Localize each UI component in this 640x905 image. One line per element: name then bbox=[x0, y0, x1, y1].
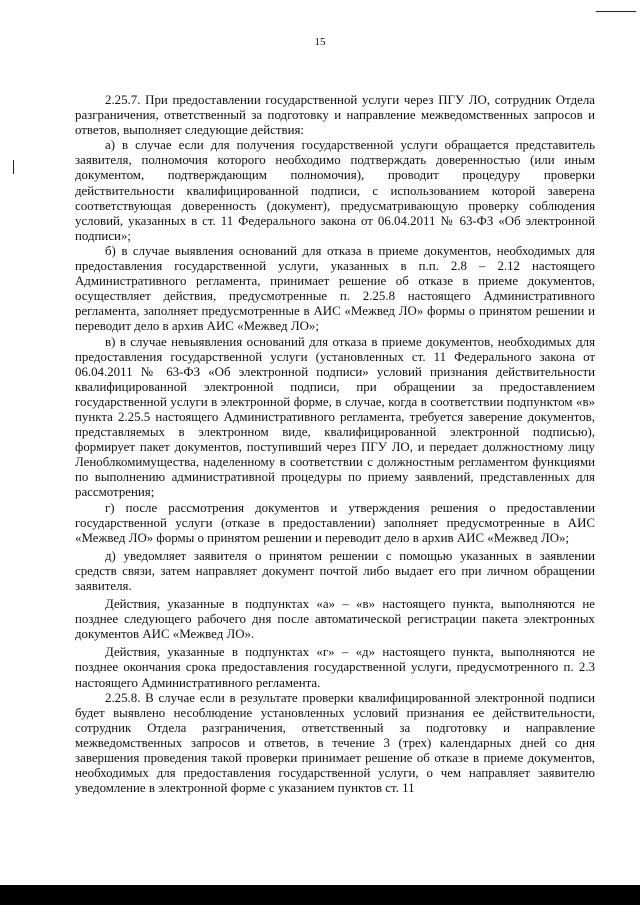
paragraph-item-b: б) в случае выявления оснований для отказа в приеме документов, необходимых для предоставления государственной услуги, указанных в п.п. 2.8 – 2.12 настоящего Административного регламента, принимает решение об отказе в приеме документов, осуществляет действия, предусмотренные п. 2.25.8 настоящего Административного регламента, заполняет предусмотренные в АИС «Межвед ЛО» формы о принятом решении и переводит дело в архив АИС «Межвед ЛО»; bbox=[75, 243, 595, 334]
paragraph-item-v: в) в случае невыявления оснований для отказа в приеме документов, необходимых для предоставления государственной услуги (установленных ст. 11 Федерального закона от 06.04.2011 № 63-ФЗ «Об электронной подписи» условий признания действительности квалифицированной электронной подписи, при обращении за предоставлением государственной услуги в электронной форме, в случае, когда в соответствии подпунктом «в» пункта 2.25.5 настоящего Административного регламента, требуется заверение документов, представляемых в электронном виде, квалифицированной электронной подписью), формирует пакет документов, поступивший через ПГУ ЛО, и передает должностному лицу Леноблкомимущества, наделенному в соответствии с должностным регламентом функциями по выполнению административной процедуры по приему заявлений, представленных для рассмотрения; bbox=[75, 334, 595, 500]
paragraph-item-g: г) после рассмотрения документов и утверждения решения о предоставлении государственной услуги (отказе в предоставлении) заполняет предусмотренные в АИС «Межвед ЛО» формы о принятом решении и переводит дело в архив АИС «Межвед ЛО»; bbox=[75, 500, 595, 545]
scan-mark-top-right bbox=[596, 11, 636, 12]
scan-mark-left-edge bbox=[13, 160, 14, 174]
paragraph-deadline-g-d: Действия, указанные в подпунктах «г» – «д» настоящего пункта, выполняются не позднее окончания срока предоставления государственной услуги, предусмотренного п. 2.3 настоящего Административного регламента. bbox=[75, 645, 595, 690]
paragraph-2-25-7: 2.25.7. При предоставлении государственной услуги через ПГУ ЛО, сотрудник Отдела разграничения, ответственный за подготовку и направление межведомственных запросов и ответов, выполняет следующие действия: bbox=[75, 93, 595, 138]
paragraph-deadline-a-v: Действия, указанные в подпунктах «а» – «в» настоящего пункта, выполняются не позднее следующего рабочего дня после автоматической регистрации пакета электронных документов АИС «Межвед ЛО». bbox=[75, 597, 595, 642]
document-body bbox=[75, 93, 595, 796]
scan-bottom-border bbox=[0, 885, 640, 905]
page-number: 15 bbox=[314, 36, 326, 48]
paragraph-2-25-8: 2.25.8. В случае если в результате проверки квалифицированной электронной подписи будет выявлено несоблюдение установленных условий признания ее действительности, сотрудник Отдела разграничения, ответственный за подготовку и направление межведомственных запросов и ответов, в течение 3 (трех) календарных дней со дня завершения проведения такой проверки принимает решение об отказе в приеме документов, необходимых для предоставления государственной услуги, о чем направляет заявителю уведомление в электронной форме с указанием пунктов ст. 11 bbox=[75, 690, 595, 796]
paragraph-item-a: а) в случае если для получения государственной услуги обращается представитель заявителя, полномочия которого необходимо подтверждать доверенностью (или иным документом, подтверждающим полномочия), проводит процедуру проверки действительности квалифицированной подписи, с использованием которой заверена соответствующая доверенность (документ), предусматривающую проверку соблюдения условий, указанных в ст. 11 Федерального закона от 06.04.2011 № 63-ФЗ «Об электронной подписи»; bbox=[75, 138, 595, 243]
paragraph-item-d: д) уведомляет заявителя о принятом решении с помощью указанных в заявлении средств связи, затем направляет документ почтой либо выдает его при личном обращении заявителя. bbox=[75, 548, 595, 593]
